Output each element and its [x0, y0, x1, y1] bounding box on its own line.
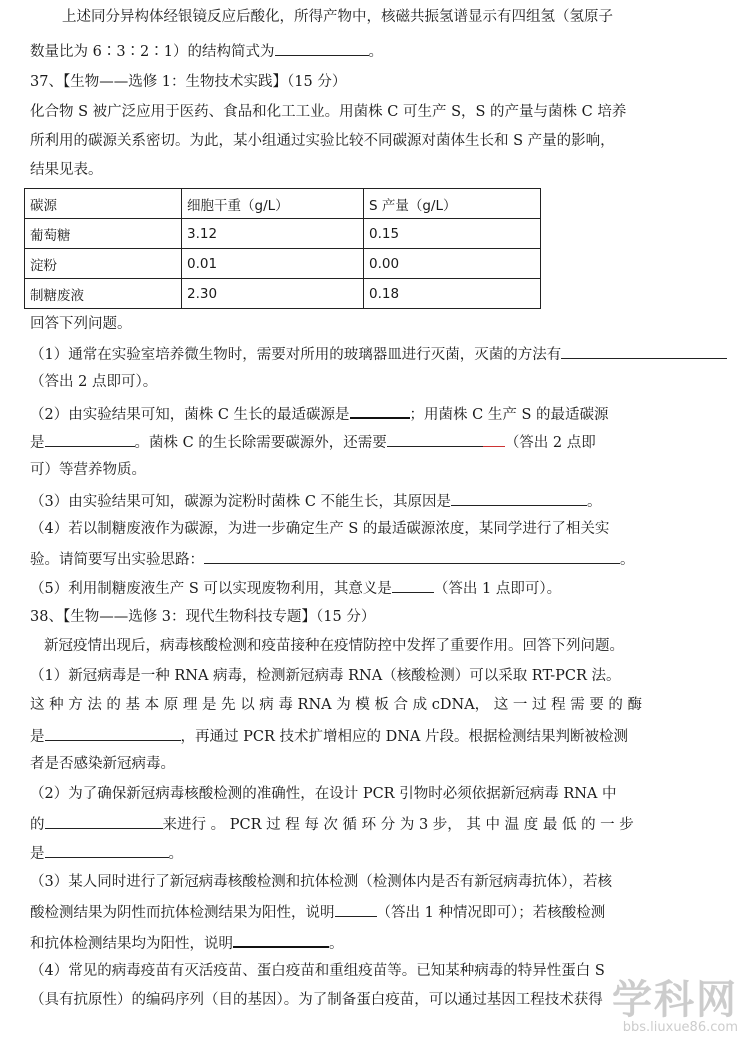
- q38-sub1-line-1: （1）新冠病毒是一种 RNA 病毒，检测新冠病毒 RNA（核酸检测）可以采取 RT-PCR 法。: [30, 668, 621, 684]
- q37-sub4-line-2: [30, 548, 635, 570]
- q37-sub1-text: （1）通常在实验室培养微生物时，需要对所用的玻璃器皿进行灭菌，灭菌的方法有: [30, 347, 562, 363]
- q37-sub4-text: 验。请简要写出实验思路：: [30, 552, 204, 568]
- answer-blank[interactable]: [387, 431, 483, 447]
- q38-sub1-c2: ，再通过 PCR 技术扩增相应的 DNA 片段。根据检测结果判断被检测: [180, 729, 628, 745]
- q38-sub1-c1: 是: [30, 729, 45, 745]
- q38-sub3-c2: 。: [329, 936, 344, 952]
- table-header-cell: 细胞干重（g/L）: [182, 189, 364, 219]
- watermark-url: bbs.liuxue86.com: [622, 1020, 738, 1035]
- answer-blank[interactable]: [45, 725, 181, 741]
- q37-sub4-end: 。: [620, 552, 635, 568]
- q38-sub3-line-3: [30, 931, 344, 954]
- q38-sub1-line-3: [30, 725, 628, 747]
- q38-sub1-line-2: 这 种 方 法 的 基 本 原 理 是 先 以 病 毒 RNA 为 模 板 合 成 cDNA， 这 一 过 程 需 要 的 酶: [30, 697, 643, 713]
- q37-sub2-line-1: [30, 402, 609, 425]
- q37-sub2-text-2: ；用菌株 C 生产 S 的最适碳源: [409, 407, 609, 423]
- watermark-logo-text: 学科网: [612, 977, 738, 1023]
- intro-line-1: 上述同分异构体经银镜反应后酸化，所得产物中，核磁共振氢谱显示有四组氢（氢原子: [62, 9, 613, 25]
- q37-sub5-line: [30, 577, 561, 599]
- q38-sub3-c1: 和抗体检测结果均为阳性，说明: [30, 936, 233, 952]
- table-header-cell: S 产量（g/L）: [364, 189, 541, 219]
- q38-header: 38、【生物——选修 3：现代生物科技专题】（15 分）: [30, 609, 376, 625]
- q37-sub5-text: （5）利用制糖废液生产 S 可以实现废物利用，其意义是: [30, 581, 392, 597]
- q37-sub5-end: （答出 1 点即可）。: [433, 581, 562, 597]
- answer-blank[interactable]: [392, 577, 434, 593]
- table-cell: 淀粉: [25, 249, 182, 279]
- table-header-cell: 碳源: [25, 189, 182, 219]
- q37-sub3-text: （3）由实验结果可知，碳源为淀粉时菌株 C 不能生长，其原因是: [30, 494, 452, 510]
- answer-blank[interactable]: [275, 40, 369, 56]
- answer-blank[interactable]: [350, 402, 410, 419]
- site-watermark: [612, 979, 738, 1035]
- q37-ask: 回答下列问题。: [30, 316, 132, 332]
- q38-sub2-c2: 。: [168, 846, 183, 862]
- table-cell: 制糖废液: [25, 279, 182, 309]
- q37-sub2-line-2: [30, 431, 596, 453]
- q38-sub1-line-4: 者是否感染新冠病毒。: [30, 756, 175, 772]
- q37-sub1-line-2: （答出 2 点即可）。: [30, 374, 158, 390]
- answer-blank-ext[interactable]: [483, 431, 505, 447]
- intro-line-2-text: 数量比为 6∶3∶2∶1）的结构简式为: [30, 44, 275, 60]
- table-row: [25, 219, 541, 249]
- q37-header: 37、【生物——选修 1：生物技术实践】（15 分）: [30, 74, 347, 90]
- answer-blank[interactable]: [45, 842, 169, 858]
- q37-para-2: 所利用的碳源关系密切。为此，某小组通过实验比较不同碳源对菌体生长和 S 产量的影响，: [30, 133, 615, 149]
- answer-blank[interactable]: [45, 431, 135, 447]
- table-cell: 0.18: [364, 279, 541, 309]
- answer-blank[interactable]: [204, 548, 620, 564]
- table-cell: 3.12: [182, 219, 364, 249]
- q38-sub2-b1: 的: [30, 817, 45, 833]
- q37-sub3-end: 。: [587, 494, 602, 510]
- q37-sub2-b2: 。菌株 C 的生长除需要碳源外，还需要: [134, 435, 387, 451]
- intro-line-2: [30, 40, 383, 62]
- q38-intro: 新冠疫情出现后，病毒核酸检测和疫苗接种在疫情防控中发挥了重要作用。回答下列问题。: [44, 638, 624, 654]
- table-cell: 0.01: [182, 249, 364, 279]
- q37-sub1-line-1: [30, 343, 727, 365]
- answer-blank[interactable]: [335, 901, 377, 917]
- table-row: [25, 279, 541, 309]
- q37-sub2-line-3: 可）等营养物质。: [30, 462, 146, 478]
- q37-sub3-line: [30, 490, 602, 512]
- q38-sub3-line-1: （3）某人同时进行了新冠病毒核酸检测和抗体检测（检测体内是否有新冠病毒抗体），若核: [30, 874, 612, 890]
- q38-sub3-b2: （答出 1 种情况即可）；若核酸检测: [376, 905, 606, 921]
- table-cell: 0.00: [364, 249, 541, 279]
- q38-sub2-b2: 来进行 。 PCR 过 程 每 次 循 环 分 为 3 步， 其 中 温 度 最 低 的 一 步: [162, 817, 634, 833]
- answer-blank[interactable]: [45, 813, 163, 829]
- intro-line-2-end: 。: [368, 44, 384, 60]
- q37-para-1: 化合物 S 被广泛应用于医药、食品和化工工业。用菌株 C 可生产 S，S 的产量与菌株 C 培养: [30, 104, 627, 120]
- table-row: [25, 249, 541, 279]
- q37-sub4-line-1: （4）若以制糖废液作为碳源，为进一步确定生产 S 的最适碳源浓度，某同学进行了相关实: [30, 521, 610, 537]
- q37-sub2-b3: （答出 2 点即: [504, 435, 596, 451]
- q38-sub2-line-3: [30, 842, 183, 864]
- q38-sub3-line-2: [30, 901, 605, 923]
- q37-sub2-b1: 是: [30, 435, 45, 451]
- table-header-row: [25, 189, 541, 219]
- table-cell: 0.15: [364, 219, 541, 249]
- answer-blank[interactable]: [233, 931, 329, 948]
- table-cell: 2.30: [182, 279, 364, 309]
- results-table: [24, 188, 541, 309]
- q38-sub2-c1: 是: [30, 846, 45, 862]
- q38-sub3-b1: 酸检测结果为阴性而抗体检测结果为阳性，说明: [30, 905, 335, 921]
- answer-blank[interactable]: [451, 490, 587, 506]
- q37-sub2-text: （2）由实验结果可知，菌株 C 生长的最适碳源是: [30, 407, 350, 423]
- answer-blank[interactable]: [561, 343, 727, 359]
- table-cell: 葡萄糖: [25, 219, 182, 249]
- q37-para-3: 结果见表。: [30, 162, 103, 178]
- q38-sub2-line-1: （2）为了确保新冠病毒核酸检测的准确性，在设计 PCR 引物时必须依据新冠病毒 RNA 中: [30, 786, 617, 802]
- q38-sub4-line-2: （具有抗原性）的编码序列（目的基因）。为了制备蛋白疫苗，可以通过基因工程技术获得: [30, 992, 603, 1008]
- q38-sub4-line-1: （4）常见的病毒疫苗有灭活疫苗、蛋白疫苗和重组疫苗等。已知某种病毒的特异性蛋白 S: [30, 963, 605, 979]
- q38-sub2-line-2: [30, 813, 634, 835]
